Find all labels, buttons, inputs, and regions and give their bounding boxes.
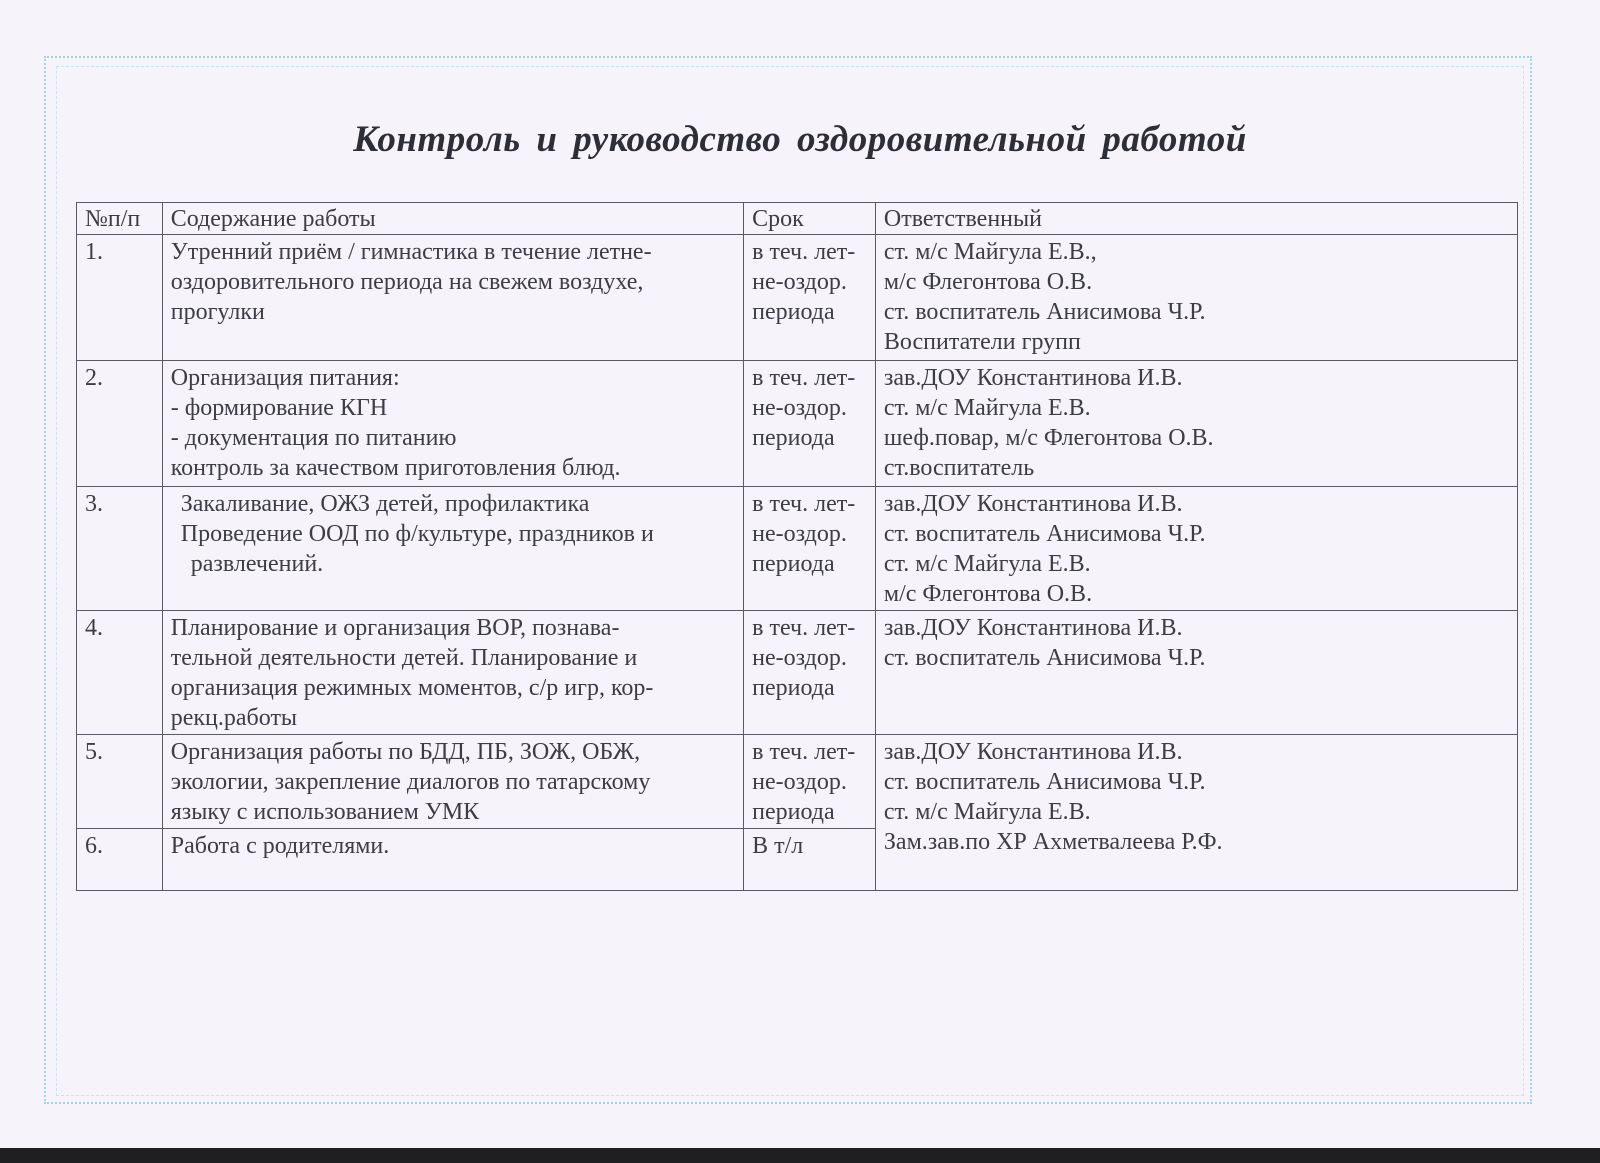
scan-edge [0, 1148, 1600, 1163]
row-number: 1. [77, 235, 163, 361]
header-term: Срок [744, 203, 876, 235]
table-row [77, 487, 1518, 611]
term: в теч. лет- не-оздор. периода [744, 235, 876, 361]
header-responsible: Ответственный [875, 203, 1517, 235]
row-number: 3. [77, 487, 163, 611]
responsible: зав.ДОУ Константинова И.В. ст. м/с Майгула Е.В. шеф.повар, м/с Флегонтова О.В. ст.воспитатель [875, 361, 1517, 487]
header-work: Содержание работы [162, 203, 743, 235]
responsible: зав.ДОУ Константинова И.В. ст. воспитатель Анисимова Ч.Р. ст. м/с Майгула Е.В. м/с Флегонтова О.В. [875, 487, 1517, 611]
responsible: зав.ДОУ Константинова И.В. ст. воспитатель Анисимова Ч.Р. ст. м/с Майгула Е.В. Зам.зав.по ХР Ахметвалеева Р.Ф. [875, 735, 1517, 891]
table-row [77, 235, 1518, 361]
term: в теч. лет- не-оздор. периода [744, 735, 876, 829]
term: В т/л [744, 829, 876, 891]
work-content: Организация работы по БДД, ПБ, ЗОЖ, ОБЖ, экологии, закрепление диалогов по татарскому языку с использованием УМК [162, 735, 743, 829]
page-title: Контроль и руководство оздоровительной работой [353, 119, 1247, 160]
term: в теч. лет- не-оздор. периода [744, 487, 876, 611]
work-content: Работа с родителями. [162, 829, 743, 891]
work-plan-table [76, 202, 1518, 891]
table-row [77, 735, 1518, 829]
row-number: 2. [77, 361, 163, 487]
term: в теч. лет- не-оздор. периода [744, 361, 876, 487]
work-content: Закаливание, ОЖЗ детей, профилактика Проведение ООД по ф/культуре, праздников и развлечений. [162, 487, 743, 611]
header-num: №п/п [77, 203, 163, 235]
row-number: 4. [77, 611, 163, 735]
table-row [77, 361, 1518, 487]
table-header-row [77, 203, 1518, 235]
work-content: Планирование и организация ВОР, познава- тельной деятельности детей. Планирование и организация режимных моментов, с/р игр, кор- рекц.работы [162, 611, 743, 735]
row-number: 6. [77, 829, 163, 891]
responsible: зав.ДОУ Константинова И.В. ст. воспитатель Анисимова Ч.Р. [875, 611, 1517, 735]
work-content: Утренний приём / гимнастика в течение летне- оздоровительного периода на свежем воздухе, прогулки [162, 235, 743, 361]
term: в теч. лет- не-оздор. периода [744, 611, 876, 735]
row-number: 5. [77, 735, 163, 829]
work-content: Организация питания: - формирование КГН - документация по питанию контроль за качеством приготовления блюд. [162, 361, 743, 487]
table-row [77, 611, 1518, 735]
responsible: ст. м/с Майгула Е.В., м/с Флегонтова О.В. ст. воспитатель Анисимова Ч.Р. Воспитатели групп [875, 235, 1517, 361]
